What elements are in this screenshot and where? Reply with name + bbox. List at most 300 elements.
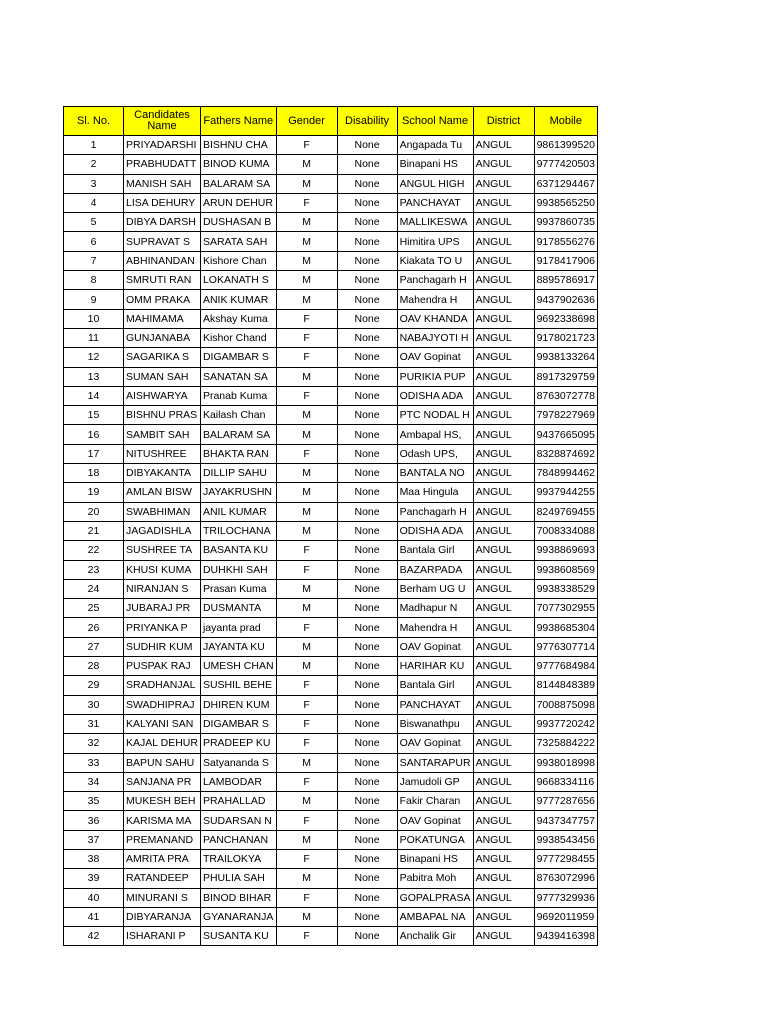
cell-gender: M [276, 869, 337, 888]
cell-school-name: AMBAPAL NA [397, 907, 473, 926]
cell-mobile: 9437902636 [534, 290, 597, 309]
cell-gender: M [276, 174, 337, 193]
cell-disability: None [337, 599, 397, 618]
cell-sl-no: 19 [64, 483, 124, 502]
cell-candidate-name: SUMAN SAH [124, 367, 201, 386]
cell-school-name: OAV Gopinat [397, 811, 473, 830]
cell-disability: None [337, 560, 397, 579]
table-row [64, 714, 598, 733]
cell-school-name: Himitira UPS [397, 232, 473, 251]
cell-school-name: Maa Hingula [397, 483, 473, 502]
cell-sl-no: 20 [64, 502, 124, 521]
cell-disability: None [337, 155, 397, 174]
cell-sl-no: 32 [64, 734, 124, 753]
cell-mobile: 9938543456 [534, 830, 597, 849]
cell-school-name: Biswanathpu [397, 714, 473, 733]
cell-district: ANGUL [473, 502, 534, 521]
cell-candidate-name: MINURANI S [124, 888, 201, 907]
cell-candidate-name: SANJANA PR [124, 772, 201, 791]
cell-school-name: OAV Gopinat [397, 734, 473, 753]
cell-district: ANGUL [473, 232, 534, 251]
cell-candidate-name: SUPRAVAT S [124, 232, 201, 251]
cell-father-name: DUSHASAN B [200, 213, 276, 232]
cell-sl-no: 21 [64, 521, 124, 540]
cell-candidate-name: KALYANI SAN [124, 714, 201, 733]
cell-father-name: DILLIP SAHU [200, 464, 276, 483]
table-row [64, 464, 598, 483]
cell-district: ANGUL [473, 136, 534, 155]
cell-gender: M [276, 579, 337, 598]
cell-father-name: BALARAM SA [200, 425, 276, 444]
table-row [64, 328, 598, 347]
cell-father-name: Kailash Chan [200, 406, 276, 425]
cell-father-name: BINOD BIHAR [200, 888, 276, 907]
cell-candidate-name: LISA DEHURY [124, 193, 201, 212]
cell-school-name: Jamudoli GP [397, 772, 473, 791]
table-row [64, 657, 598, 676]
cell-school-name: PURIKIA PUP [397, 367, 473, 386]
cell-disability: None [337, 637, 397, 656]
cell-candidate-name: PRIYADARSHI [124, 136, 201, 155]
cell-district: ANGUL [473, 734, 534, 753]
cell-mobile: 9938565250 [534, 193, 597, 212]
cell-gender: F [276, 618, 337, 637]
cell-school-name: Angapada Tu [397, 136, 473, 155]
cell-candidate-name: SRADHANJAL [124, 676, 201, 695]
cell-sl-no: 28 [64, 657, 124, 676]
cell-father-name: Satyananda S [200, 753, 276, 772]
cell-school-name: Mahendra H [397, 290, 473, 309]
cell-candidate-name: MANISH SAH [124, 174, 201, 193]
cell-candidate-name: SWADHIPRAJ [124, 695, 201, 714]
cell-sl-no: 1 [64, 136, 124, 155]
table-row [64, 772, 598, 791]
cell-mobile: 8763072996 [534, 869, 597, 888]
table-row [64, 193, 598, 212]
table-row [64, 444, 598, 463]
cell-school-name: OAV KHANDA [397, 309, 473, 328]
cell-district: ANGUL [473, 792, 534, 811]
cell-school-name: Anchalik Gir [397, 927, 473, 946]
cell-father-name: BINOD KUMA [200, 155, 276, 174]
cell-district: ANGUL [473, 657, 534, 676]
cell-candidate-name: AMRITA PRA [124, 849, 201, 868]
cell-school-name: OAV Gopinat [397, 348, 473, 367]
cell-disability: None [337, 502, 397, 521]
cell-gender: M [276, 830, 337, 849]
cell-mobile: 9938338529 [534, 579, 597, 598]
cell-school-name: Fakir Charan [397, 792, 473, 811]
cell-father-name: SARATA SAH [200, 232, 276, 251]
cell-gender: M [276, 637, 337, 656]
cell-school-name: Bantala Girl [397, 676, 473, 695]
cell-disability: None [337, 174, 397, 193]
cell-school-name: BANTALA NO [397, 464, 473, 483]
cell-candidate-name: SUSHREE TA [124, 541, 201, 560]
cell-district: ANGUL [473, 676, 534, 695]
cell-candidate-name: SAGARIKA S [124, 348, 201, 367]
cell-district: ANGUL [473, 367, 534, 386]
cell-school-name: Kiakata TO U [397, 251, 473, 270]
cell-candidate-name: OMM PRAKA [124, 290, 201, 309]
table-row [64, 695, 598, 714]
table-row [64, 521, 598, 540]
cell-disability: None [337, 714, 397, 733]
cell-district: ANGUL [473, 753, 534, 772]
cell-candidate-name: SAMBIT SAH [124, 425, 201, 444]
cell-candidate-name: BISHNU PRAS [124, 406, 201, 425]
cell-disability: None [337, 830, 397, 849]
table-row [64, 560, 598, 579]
cell-father-name: SUSHIL BEHE [200, 676, 276, 695]
cell-disability: None [337, 193, 397, 212]
cell-school-name: Madhapur N [397, 599, 473, 618]
cell-gender: M [276, 232, 337, 251]
cell-district: ANGUL [473, 213, 534, 232]
cell-mobile: 9938869693 [534, 541, 597, 560]
table-row [64, 290, 598, 309]
table-row [64, 734, 598, 753]
table-row [64, 406, 598, 425]
cell-father-name: ARUN DEHUR [200, 193, 276, 212]
cell-sl-no: 10 [64, 309, 124, 328]
cell-school-name: ODISHA ADA [397, 521, 473, 540]
cell-sl-no: 34 [64, 772, 124, 791]
cell-district: ANGUL [473, 907, 534, 926]
cell-disability: None [337, 869, 397, 888]
cell-mobile: 9777329936 [534, 888, 597, 907]
cell-disability: None [337, 213, 397, 232]
table-row [64, 309, 598, 328]
cell-school-name: Binapani HS [397, 849, 473, 868]
cell-disability: None [337, 849, 397, 868]
cell-mobile: 7008875098 [534, 695, 597, 714]
cell-mobile: 9692011959 [534, 907, 597, 926]
cell-gender: F [276, 676, 337, 695]
cell-gender: M [276, 464, 337, 483]
cell-gender: M [276, 251, 337, 270]
cell-father-name: Prasan Kuma [200, 579, 276, 598]
cell-father-name: DIGAMBAR S [200, 714, 276, 733]
cell-gender: M [276, 483, 337, 502]
cell-school-name: Pabitra Moh [397, 869, 473, 888]
cell-sl-no: 18 [64, 464, 124, 483]
cell-gender: M [276, 599, 337, 618]
cell-candidate-name: BAPUN SAHU [124, 753, 201, 772]
cell-candidate-name: KARISMA MA [124, 811, 201, 830]
cell-candidate-name: SWABHIMAN [124, 502, 201, 521]
cell-candidate-name: PRIYANKA P [124, 618, 201, 637]
table-row [64, 425, 598, 444]
cell-mobile: 8763072778 [534, 386, 597, 405]
cell-candidate-name: NITUSHREE [124, 444, 201, 463]
cell-father-name: Akshay Kuma [200, 309, 276, 328]
cell-mobile: 9439416398 [534, 927, 597, 946]
cell-district: ANGUL [473, 483, 534, 502]
header-mobile: Mobile [534, 107, 597, 136]
table-row [64, 637, 598, 656]
cell-mobile: 7978227969 [534, 406, 597, 425]
cell-school-name: PANCHAYAT [397, 193, 473, 212]
cell-father-name: PRAHALLAD [200, 792, 276, 811]
cell-candidate-name: KAJAL DEHUR [124, 734, 201, 753]
cell-school-name: PTC NODAL H [397, 406, 473, 425]
table-row [64, 869, 598, 888]
cell-father-name: PANCHANAN [200, 830, 276, 849]
cell-sl-no: 37 [64, 830, 124, 849]
cell-mobile: 8895786917 [534, 271, 597, 290]
table-row [64, 502, 598, 521]
table-row [64, 136, 598, 155]
cell-disability: None [337, 251, 397, 270]
cell-candidate-name: MAHIMAMA [124, 309, 201, 328]
cell-gender: F [276, 734, 337, 753]
cell-mobile: 9938608569 [534, 560, 597, 579]
cell-mobile: 7077302955 [534, 599, 597, 618]
cell-gender: M [276, 290, 337, 309]
cell-candidate-name: NIRANJAN S [124, 579, 201, 598]
cell-mobile: 9938018998 [534, 753, 597, 772]
cell-sl-no: 14 [64, 386, 124, 405]
cell-candidate-name: AISHWARYA [124, 386, 201, 405]
cell-mobile: 9938133264 [534, 348, 597, 367]
cell-disability: None [337, 811, 397, 830]
cell-district: ANGUL [473, 830, 534, 849]
cell-father-name: PHULIA SAH [200, 869, 276, 888]
cell-mobile: 8917329759 [534, 367, 597, 386]
cell-father-name: PRADEEP KU [200, 734, 276, 753]
cell-father-name: Kishor Chand [200, 328, 276, 347]
cell-district: ANGUL [473, 425, 534, 444]
cell-father-name: SUDARSAN N [200, 811, 276, 830]
cell-sl-no: 24 [64, 579, 124, 598]
cell-disability: None [337, 290, 397, 309]
cell-father-name: TRILOCHANA [200, 521, 276, 540]
cell-district: ANGUL [473, 521, 534, 540]
cell-gender: F [276, 560, 337, 579]
cell-school-name: Berham UG U [397, 579, 473, 598]
table-row [64, 618, 598, 637]
cell-mobile: 9777298455 [534, 849, 597, 868]
table-row [64, 386, 598, 405]
cell-gender: F [276, 811, 337, 830]
table-row [64, 271, 598, 290]
cell-district: ANGUL [473, 174, 534, 193]
cell-sl-no: 9 [64, 290, 124, 309]
cell-disability: None [337, 888, 397, 907]
cell-gender: F [276, 444, 337, 463]
cell-mobile: 9668334116 [534, 772, 597, 791]
cell-gender: M [276, 792, 337, 811]
cell-disability: None [337, 444, 397, 463]
table-row [64, 232, 598, 251]
cell-sl-no: 39 [64, 869, 124, 888]
cell-district: ANGUL [473, 772, 534, 791]
table-row [64, 213, 598, 232]
cell-father-name: BISHNU CHA [200, 136, 276, 155]
cell-disability: None [337, 579, 397, 598]
cell-sl-no: 35 [64, 792, 124, 811]
cell-school-name: POKATUNGA [397, 830, 473, 849]
header-district: District [473, 107, 534, 136]
cell-disability: None [337, 753, 397, 772]
cell-gender: F [276, 348, 337, 367]
cell-mobile: 9178417906 [534, 251, 597, 270]
cell-sl-no: 15 [64, 406, 124, 425]
cell-disability: None [337, 348, 397, 367]
header-fathers-name: Fathers Name [200, 107, 276, 136]
cell-candidate-name: DIBYA DARSH [124, 213, 201, 232]
cell-father-name: ANIL KUMAR [200, 502, 276, 521]
table-row [64, 888, 598, 907]
table-row [64, 174, 598, 193]
cell-district: ANGUL [473, 309, 534, 328]
cell-school-name: MALLIKESWA [397, 213, 473, 232]
table-row [64, 907, 598, 926]
cell-father-name: BASANTA KU [200, 541, 276, 560]
cell-mobile: 9178021723 [534, 328, 597, 347]
cell-gender: F [276, 386, 337, 405]
header-candidates-name: Candidates Name [124, 107, 201, 136]
cell-school-name: Panchagarh H [397, 271, 473, 290]
cell-sl-no: 4 [64, 193, 124, 212]
cell-mobile: 9938685304 [534, 618, 597, 637]
cell-district: ANGUL [473, 193, 534, 212]
cell-sl-no: 38 [64, 849, 124, 868]
table-row [64, 251, 598, 270]
cell-sl-no: 12 [64, 348, 124, 367]
cell-disability: None [337, 695, 397, 714]
cell-sl-no: 27 [64, 637, 124, 656]
table-row [64, 483, 598, 502]
cell-disability: None [337, 328, 397, 347]
cell-mobile: 7008334088 [534, 521, 597, 540]
cell-father-name: Kishore Chan [200, 251, 276, 270]
cell-father-name: ANIK KUMAR [200, 290, 276, 309]
table-row [64, 599, 598, 618]
cell-sl-no: 41 [64, 907, 124, 926]
cell-mobile: 9178556276 [534, 232, 597, 251]
cell-mobile: 9437347757 [534, 811, 597, 830]
cell-candidate-name: ABHINANDAN [124, 251, 201, 270]
cell-gender: F [276, 136, 337, 155]
cell-gender: M [276, 521, 337, 540]
cell-school-name: Mahendra H [397, 618, 473, 637]
cell-disability: None [337, 792, 397, 811]
cell-father-name: DIGAMBAR S [200, 348, 276, 367]
cell-candidate-name: ISHARANI P [124, 927, 201, 946]
cell-gender: F [276, 927, 337, 946]
cell-father-name: BHAKTA RAN [200, 444, 276, 463]
cell-gender: M [276, 367, 337, 386]
cell-candidate-name: GUNJANABA [124, 328, 201, 347]
cell-district: ANGUL [473, 444, 534, 463]
cell-gender: F [276, 541, 337, 560]
cell-mobile: 8144848389 [534, 676, 597, 695]
cell-gender: M [276, 155, 337, 174]
cell-disability: None [337, 927, 397, 946]
cell-district: ANGUL [473, 888, 534, 907]
cell-sl-no: 13 [64, 367, 124, 386]
cell-gender: F [276, 328, 337, 347]
cell-district: ANGUL [473, 328, 534, 347]
cell-school-name: GOPALPRASA [397, 888, 473, 907]
cell-gender: M [276, 213, 337, 232]
cell-disability: None [337, 618, 397, 637]
cell-district: ANGUL [473, 599, 534, 618]
cell-school-name: Odash UPS, [397, 444, 473, 463]
cell-disability: None [337, 483, 397, 502]
table-row [64, 811, 598, 830]
cell-disability: None [337, 406, 397, 425]
cell-district: ANGUL [473, 714, 534, 733]
cell-sl-no: 31 [64, 714, 124, 733]
table-row [64, 155, 598, 174]
cell-mobile: 9861399520 [534, 136, 597, 155]
cell-candidate-name: RATANDEEP [124, 869, 201, 888]
cell-district: ANGUL [473, 290, 534, 309]
cell-gender: M [276, 753, 337, 772]
cell-father-name: SUSANTA KU [200, 927, 276, 946]
cell-district: ANGUL [473, 869, 534, 888]
table-row [64, 541, 598, 560]
cell-sl-no: 5 [64, 213, 124, 232]
cell-school-name: ANGUL HIGH [397, 174, 473, 193]
cell-sl-no: 26 [64, 618, 124, 637]
cell-mobile: 7848994462 [534, 464, 597, 483]
cell-sl-no: 40 [64, 888, 124, 907]
cell-gender: M [276, 271, 337, 290]
cell-gender: M [276, 406, 337, 425]
cell-school-name: Binapani HS [397, 155, 473, 174]
cell-district: ANGUL [473, 618, 534, 637]
cell-district: ANGUL [473, 464, 534, 483]
cell-mobile: 8328874692 [534, 444, 597, 463]
cell-school-name: PANCHAYAT [397, 695, 473, 714]
cell-school-name: OAV Gopinat [397, 637, 473, 656]
header-school-name: School Name [397, 107, 473, 136]
table-row [64, 849, 598, 868]
cell-sl-no: 33 [64, 753, 124, 772]
cell-father-name: DUSMANTA [200, 599, 276, 618]
cell-disability: None [337, 772, 397, 791]
table-body [64, 136, 598, 946]
cell-disability: None [337, 676, 397, 695]
cell-gender: F [276, 193, 337, 212]
cell-father-name: LOKANATH S [200, 271, 276, 290]
cell-father-name: GYANARANJA [200, 907, 276, 926]
cell-father-name: LAMBODAR [200, 772, 276, 791]
cell-candidate-name: KHUSI KUMA [124, 560, 201, 579]
cell-father-name: DUHKHI SAH [200, 560, 276, 579]
cell-school-name: Bantala Girl [397, 541, 473, 560]
cell-candidate-name: JUBARAJ PR [124, 599, 201, 618]
cell-sl-no: 3 [64, 174, 124, 193]
cell-district: ANGUL [473, 251, 534, 270]
cell-candidate-name: MUKESH BEH [124, 792, 201, 811]
cell-father-name: SANATAN SA [200, 367, 276, 386]
cell-district: ANGUL [473, 811, 534, 830]
cell-gender: M [276, 425, 337, 444]
cell-disability: None [337, 425, 397, 444]
cell-gender: M [276, 657, 337, 676]
cell-gender: F [276, 695, 337, 714]
cell-mobile: 9937944255 [534, 483, 597, 502]
header-disability: Disability [337, 107, 397, 136]
cell-district: ANGUL [473, 406, 534, 425]
cell-district: ANGUL [473, 155, 534, 174]
cell-sl-no: 29 [64, 676, 124, 695]
